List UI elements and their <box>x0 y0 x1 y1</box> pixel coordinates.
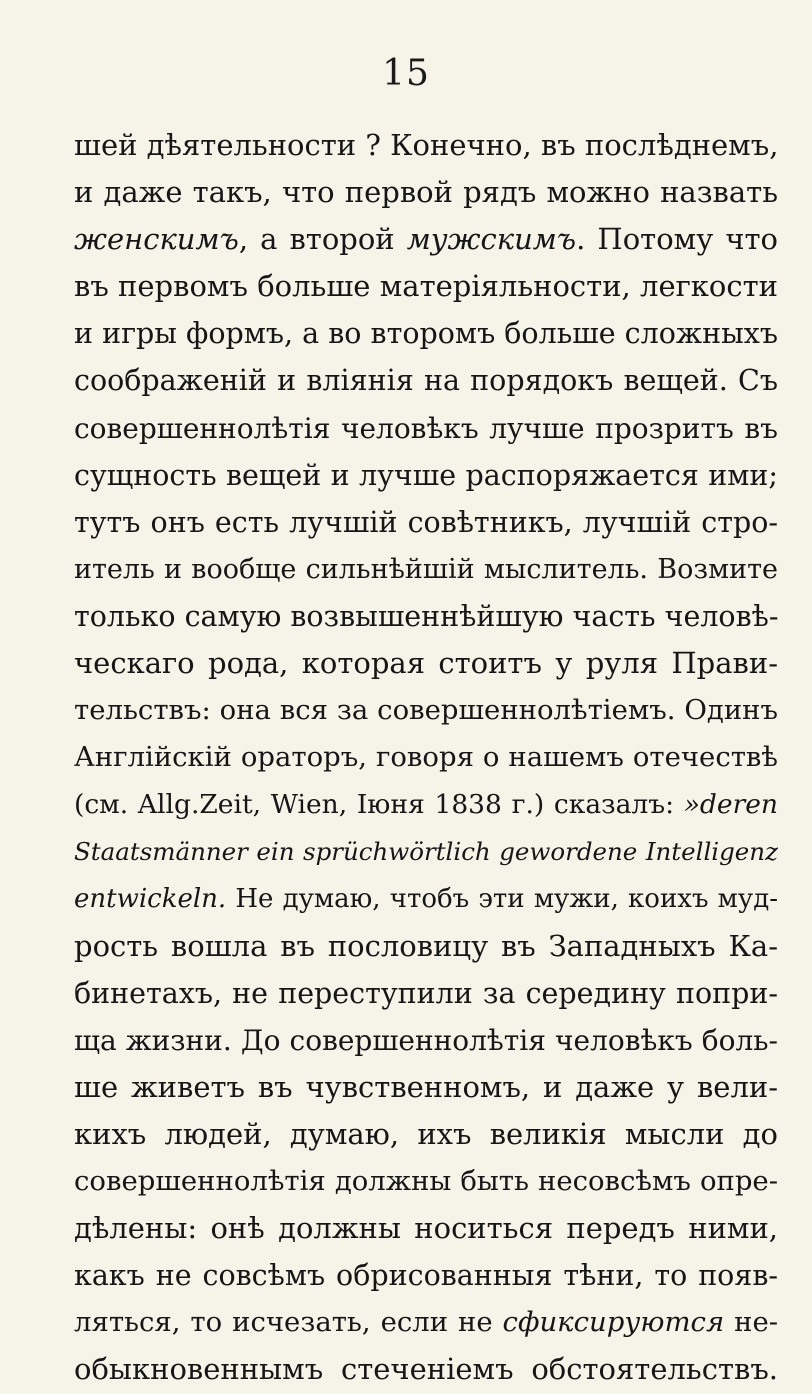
text-line <box>74 122 778 169</box>
text-line <box>74 263 778 310</box>
text-segment: Англійскій ораторъ, говоря о нашемъ отечествѣ <box>74 741 778 774</box>
italic-text: женскимъ <box>74 222 239 257</box>
text-segment: бинетахъ, не переступили за середину попри- <box>74 976 778 1010</box>
text-segment: и даже такъ, что первой рядъ можно назвать <box>74 175 778 210</box>
text-line <box>74 970 778 1017</box>
text-line <box>74 640 778 687</box>
text-segment: только самую возвышеннѣйшую часть человѣ- <box>74 599 778 633</box>
text-line <box>74 1252 778 1299</box>
text-line <box>74 828 778 875</box>
text-segment: ща жизни. До совершеннолѣтія человѣкъ боль- <box>74 1023 778 1057</box>
text-segment: Не думаю, чтобъ эти мужи, коихъ муд- <box>226 883 778 914</box>
text-segment: соображеній и вліянія на порядокъ вещей. Съ <box>74 364 778 398</box>
text-line <box>74 405 778 452</box>
text-segment: ляться, то исчезать, если не <box>74 1306 503 1339</box>
text-line <box>74 1205 778 1252</box>
text-line <box>74 452 778 499</box>
italic-text: Staatsmänner ein sprüchwörtlich gewordene Intelligenz <box>74 837 778 867</box>
text-segment: и игры формъ, а во второмъ больше сложныхъ <box>74 317 778 351</box>
text-line <box>74 593 778 640</box>
text-segment: сущность вещей и лучше распоряжается ими; <box>74 458 778 492</box>
text-line <box>74 1111 778 1158</box>
text-line <box>74 1158 778 1205</box>
text-segment: тельствъ: она вся за совершеннолѣтіемъ. Одинъ <box>74 694 778 727</box>
text-segment: . Потому что <box>576 222 778 257</box>
italic-text: мужскимъ <box>406 222 577 257</box>
text-segment: шей дѣятельности ? Конечно, въ послѣднемъ, <box>74 128 778 162</box>
text-segment: дѣлены: онѣ должны носиться передъ ними, <box>74 1211 778 1246</box>
text-line <box>74 499 778 546</box>
text-segment: итель и вообще сильнѣйшій мыслитель. Возмите <box>74 553 778 585</box>
text-segment: кихъ людей, думаю, ихъ великія мысли до <box>74 1116 778 1151</box>
text-line <box>74 1299 778 1346</box>
text-segment: обыкновеннымъ стеченіемъ обстоятельствъ. <box>74 1352 778 1387</box>
italic-text: »deren <box>683 789 778 821</box>
text-segment: какъ не совсѣмъ обрисованныя тѣни, то появ- <box>74 1259 778 1293</box>
text-segment: не- <box>724 1306 778 1339</box>
text-segment: ческаго рода, которая стоитъ у руля Прави- <box>74 646 778 681</box>
text-line <box>74 687 778 734</box>
text-line <box>74 734 778 781</box>
page-number: 15 <box>382 53 430 94</box>
text-line <box>74 1017 778 1064</box>
text-line <box>74 357 778 404</box>
text-line <box>74 1064 778 1111</box>
text-line <box>74 546 778 593</box>
text-line <box>74 310 778 357</box>
text-segment: совершеннолѣтія человѣкъ лучше прозритъ въ <box>74 411 778 445</box>
text-segment: тутъ онъ есть лучшій совѣтникъ, лучшій стро- <box>74 505 778 539</box>
italic-text: сфиксируются <box>502 1306 725 1339</box>
text-segment: въ первомъ больше матеріяльности, легкости <box>74 269 778 304</box>
text-segment: совершеннолѣтія должны быть несовсѣмъ опре- <box>74 1165 778 1198</box>
text-line <box>74 781 778 828</box>
italic-text: entwickeln. <box>74 883 227 914</box>
text-segment: , а второй <box>238 222 407 257</box>
body-text <box>74 122 778 1394</box>
text-line <box>74 169 778 216</box>
text-segment: ше живетъ въ чувственномъ, и даже у вели- <box>74 1069 778 1104</box>
text-segment: (см. Allg.Zeit, Wien, Іюня 1838 г.) сказалъ: <box>74 789 684 821</box>
text-line <box>74 1346 778 1393</box>
text-line <box>74 923 778 970</box>
text-line <box>74 876 778 923</box>
text-line <box>74 216 778 263</box>
text-segment: рость вошла въ пословицу въ Западныхъ Ка- <box>74 928 778 963</box>
